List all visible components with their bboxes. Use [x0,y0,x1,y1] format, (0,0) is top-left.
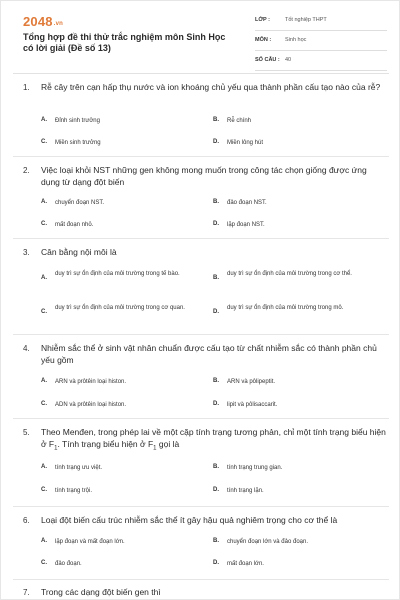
meta-row-count [255,55,387,71]
option-letter: D. [213,560,219,566]
meta-value: Tốt nghiệp THPT [285,17,327,23]
option-text: duy trì sự ổn định của môi trường trong cơ thể. [227,271,352,277]
option-letter: A. [41,117,47,123]
option-text: tính trạng ưu việt. [55,465,103,471]
option-letter: C. [41,487,47,493]
option-letter: B. [213,199,219,205]
option-letter: D. [213,401,219,407]
option-text: ARN và prôtêin loại histon. [55,379,127,385]
option-letter: A. [41,275,47,281]
meta-label: LỚP : [255,17,270,23]
option-letter: B. [213,378,219,384]
option-text: chuyển đoạn lớn và đảo đoạn. [227,539,308,545]
header-divider [13,73,389,74]
option-text: duy trì sự ổn định của môi trường trong tế bào. [55,271,180,277]
site-logo[interactable] [23,14,63,29]
question-text: Nhiễm sắc thể ở sinh vật nhân chuẩn được cấu tạo từ chất nhiễm sắc có thành phần chủ yếu gồm [41,343,377,365]
question-divider [13,579,389,580]
option-letter: B. [213,275,219,281]
option-text: đảo đoạn NST. [227,200,267,206]
meta-label: SỐ CÂU : [255,57,280,63]
option-letter: D. [213,221,219,227]
option-letter: B. [213,117,219,123]
option-text: đảo đoạn. [55,561,82,567]
option-letter: B. [213,464,219,470]
logo-text: 2048 [23,14,53,29]
question-divider [13,506,389,507]
question-number: 1. [23,83,30,92]
meta-label: MÔN : [255,37,272,43]
question-text: Rễ cây trên cạn hấp thụ nước và ion khoáng chủ yếu qua thành phần cấu tạo nào của rễ? [41,82,381,92]
option-letter: A. [41,464,47,470]
question-text-part: Theo Menđen, trong phép lai về một cặp tính trạng tương phản, chỉ một tính trạng biểu hiện ở F [41,427,386,449]
option-letter: D. [213,487,219,493]
option-text: Đỉnh sinh trưởng [55,118,100,124]
option-letter: C. [41,309,47,315]
option-letter: C. [41,401,47,407]
question-divider [13,156,389,157]
question-number: 7. [23,588,30,597]
option-text: lặp đoạn và mất đoạn lớn. [55,539,125,545]
option-text: Miền lông hút [227,140,264,146]
option-text: duy trì sự ổn định của môi trường trong cơ quan. [55,305,185,311]
meta-row-class [255,15,387,31]
subscript: 1 [153,445,157,452]
subscript: 1 [54,445,58,452]
option-text: Miền sinh trưởng [55,140,101,146]
meta-value: 40 [285,57,292,63]
meta-value: Sinh học [285,37,307,43]
logo-suffix: .vn [53,21,64,27]
option-letter: B. [213,538,219,544]
meta-row-subject [255,35,387,51]
question-text: Cân bằng nội môi là [41,247,117,257]
question-number: 6. [23,516,30,525]
option-text: Rễ chính [227,118,252,124]
question-number: 5. [23,428,30,437]
question-text [41,426,386,455]
exam-meta [255,15,387,75]
question-number: 3. [23,248,30,257]
question-number: 4. [23,344,30,353]
option-letter: D. [213,139,219,145]
option-letter: A. [41,538,47,544]
option-text: ARN và pôlipeptit. [227,379,276,385]
question-text-part: gọi là [156,439,180,449]
question-divider [13,334,389,335]
option-letter: C. [41,221,47,227]
option-letter: C. [41,560,47,566]
question-divider [13,418,389,419]
option-text: tính trạng trội. [55,488,93,494]
question-text-part: . Tính trạng biểu hiện ở F [57,439,154,449]
question-number: 2. [23,166,30,175]
option-letter: D. [213,309,219,315]
option-text: mất đoạn lớn. [227,561,264,567]
option-text: tính trạng lặn. [227,488,264,494]
question-text: Việc loại khỏi NST những gen không mong muốn trong công tác chọn giống được ứng dụng từ dạng đột biến [41,165,367,187]
option-text: lipit và pôlisaccarit. [227,402,278,408]
option-letter: A. [41,378,47,384]
option-text: mất đoạn nhỏ. [55,222,94,228]
option-text: tính trạng trung gian. [227,465,283,471]
exam-title: Tổng hợp đề thi thử trắc nghiệm môn Sinh Học có lời giải (Đề số 13) [23,32,226,53]
question-text: Trong các dạng đột biến gen thì [41,587,161,597]
option-text: ADN và prôtêin loại histon. [55,402,127,408]
exam-header [1,1,400,79]
option-text: duy trì sự ổn định của môi trường trong mô. [227,305,344,311]
option-letter: A. [41,199,47,205]
option-text: chuyển đoạn NST. [55,200,105,206]
option-text: lặp đoạn NST. [227,222,265,228]
question-divider [13,238,389,239]
option-letter: C. [41,139,47,145]
question-text: Loại đột biến cấu trúc nhiễm sắc thể ít gây hậu quả nghiêm trọng cho cơ thể là [41,515,338,525]
